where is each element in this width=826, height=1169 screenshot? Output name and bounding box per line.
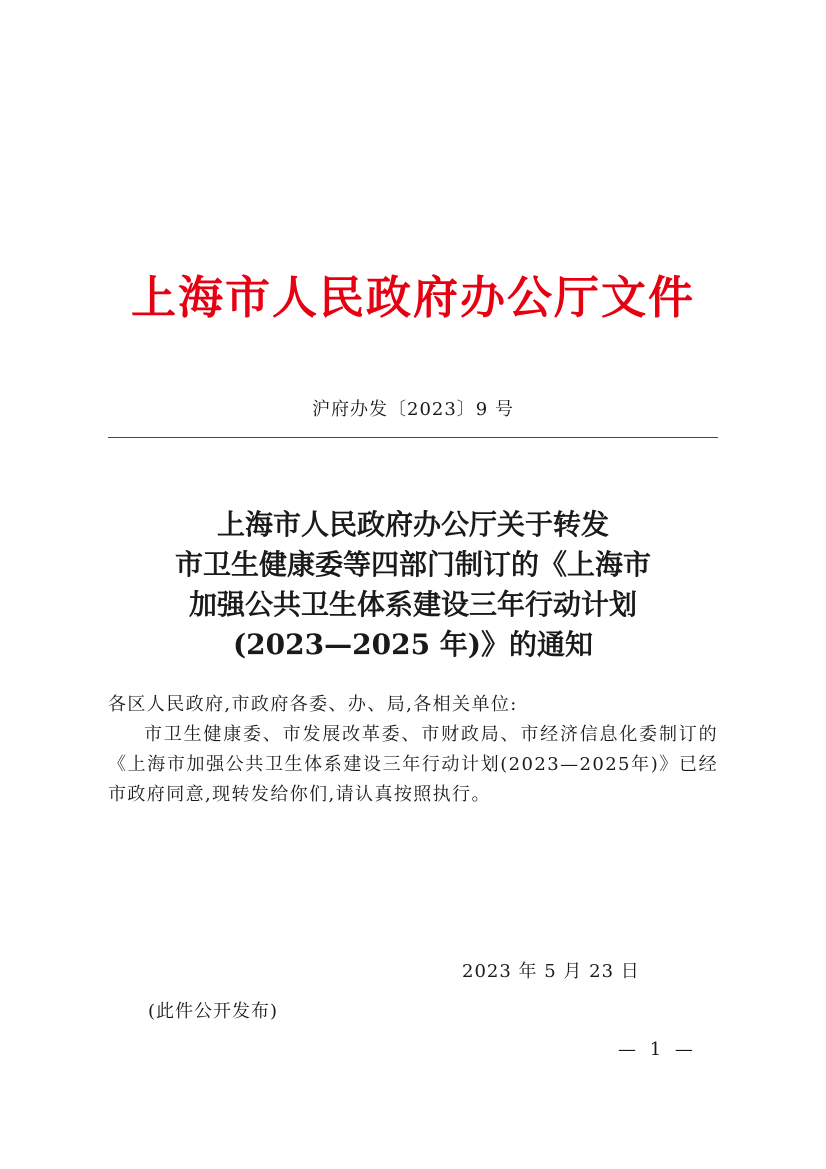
document-title: [0, 505, 826, 665]
document-body: [108, 690, 718, 810]
title-line: 市卫生健康委等四部门制订的《上海市: [174, 548, 651, 581]
title-line: 加强公共卫生体系建设三年行动计划: [188, 588, 637, 621]
document-number: 沪府办发〔2023〕9 号: [312, 399, 514, 420]
title-line: 上海市人民政府办公厅关于转发: [216, 508, 609, 541]
publication-note: (此件公开发布): [148, 1001, 279, 1022]
salutation: 各区人民政府,市政府各委、办、局,各相关单位:: [108, 694, 518, 715]
issuer-header: 上海市人民政府办公厅文件: [130, 271, 695, 324]
page-number: — 1 —: [618, 1039, 697, 1060]
red-divider: [108, 437, 718, 438]
body-paragraph: 市卫生健康委、市发展改革委、市财政局、市经济信息化委制订的《上海市加强公共卫生体系建设三年行动计划(2023—2025年)》已经市政府同意,现转发给你们,请认真按照执行。: [108, 724, 718, 805]
title-line: (2023—2025 年)》的通知: [232, 628, 594, 661]
issue-date: 2023 年 5 月 23 日: [462, 961, 640, 982]
